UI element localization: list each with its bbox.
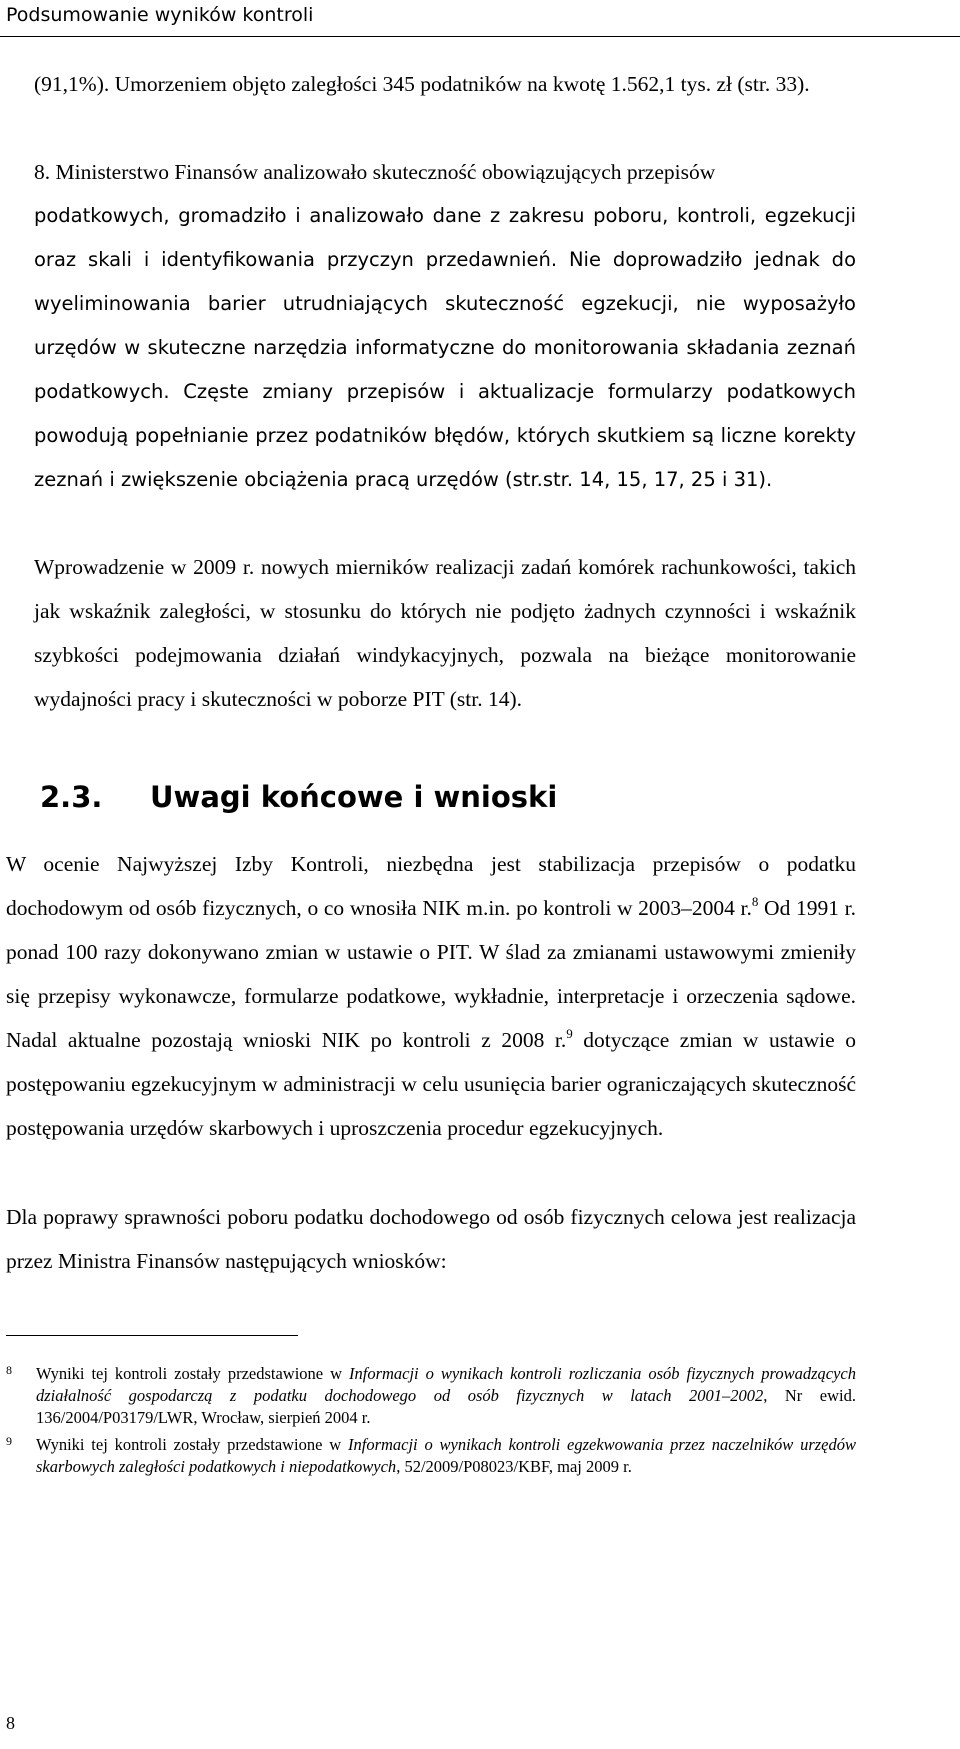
- footnote-9-tail: , 52/2009/P08023/KBF, maj 2009 r.: [396, 1457, 632, 1476]
- footnote-ref-8[interactable]: 8: [751, 894, 759, 909]
- recommendations-intro: Dla poprawy sprawności poboru podatku dochodowego od osób fizycznych celowa jest realizacja przez Ministra Finansów następujących wniosków:: [6, 1205, 856, 1273]
- page-number: 8: [6, 1713, 15, 1733]
- section-title: Uwagi końcowe i wnioski: [150, 780, 558, 814]
- footnote-8-text: [36, 1363, 856, 1429]
- footnote-8-title: Informacji o wynikach kontroli rozliczania osób fizycznych prowadzących działalność gospodarczą z podatku dochodowego od osób fizycznych w latach 2001–2002: [36, 1364, 857, 1405]
- paragraph-8-lead-text: 8. Ministerstwo Finansów analizowało skuteczność obowiązujących przepisów: [34, 160, 716, 184]
- header-divider: [0, 36, 960, 37]
- footnote-9-mark: 9: [6, 1434, 12, 1448]
- footnote-8-mark: 8: [6, 1363, 12, 1377]
- paragraph-8-lead: [34, 150, 856, 194]
- paragraph-8-body: podatkowych, gromadziło i analizowało dane z zakresu poboru, kontroli, egzekucji oraz skali i identyfikowania przyczyn przedawnień. Nie doprowadziło jednak do wyeliminowania barier utrudniających skuteczność egzekucji, nie wyposażyło urzędów w skuteczne narzędzia informatyczne do monitorowania składania zeznań podatkowych. Częste zmiany przepisów i aktualizacje formularzy podatkowych powodują popełnianie przez podatników błędów, których skutkiem są liczne korekty zeznań i zwiększenie obciążenia pracą urzędów (str.str. 14, 15, 17, 25 i 31).: [34, 204, 856, 491]
- conclusions-text-b: Od 1991 r. ponad 100 razy dokonywano zmian w ustawie o PIT. W ślad za zmianami ustawowymi zmieniły się przepisy wykonawcze, formularze podatkowe, wykładnie, interpretacje i orzeczenia sądowe. Nadal aktualne pozostają wnioski NIK po kontroli z 2008 r.: [6, 896, 856, 1052]
- paragraph-91-percent: (91,1%). Umorzeniem objęto zaległości 345 podatników na kwotę 1.562,1 tys. zł (str. 33).: [34, 72, 810, 96]
- footnote-8: [6, 1363, 856, 1429]
- footnote-9-lead: Wyniki tej kontroli zostały przedstawione w: [36, 1435, 348, 1454]
- section-heading: [40, 780, 557, 814]
- section-number: 2.3.: [40, 780, 103, 814]
- conclusions-text-c: dotyczące zmian w ustawie o postępowaniu egzekucyjnym w administracji w celu usunięcia barier ograniczających skuteczność postępowania urzędów skarbowych i uproszczenia procedur egzekucyjnych.: [6, 1028, 856, 1140]
- conclusions-paragraph: [6, 842, 856, 1150]
- footnote-9-title: Informacji o wynikach kontroli egzekwowania przez naczelników urzędów skarbowych zaległości podatkowych i niepodatkowych: [36, 1435, 856, 1476]
- footnote-8-lead: Wyniki tej kontroli zostały przedstawione w: [36, 1364, 349, 1383]
- paragraph-measures: Wprowadzenie w 2009 r. nowych mierników realizacji zadań komórek rachunkowości, takich jak wskaźnik zaległości, w stosunku do których nie podjęto żadnych czynności i wskaźnik szybkości podejmowania działań windykacyjnych, pozwala na bieżące monitorowanie wydajności pracy i skuteczności w poborze PIT (str. 14).: [34, 555, 856, 711]
- conclusions-text-a: W ocenie Najwyższej Izby Kontroli, niezbędna jest stabilizacja przepisów o podatku dochodowym od osób fizycznych, o co wnosiła NIK m.in. po kontroli w 2003–2004 r.: [6, 852, 856, 920]
- footnote-9-text: [36, 1434, 856, 1478]
- footnote-ref-9[interactable]: 9: [566, 1026, 573, 1041]
- footnote-8-tail: , Nr ewid. 136/2004/P03179/LWR, Wrocław, sierpień 2004 r.: [36, 1386, 856, 1427]
- running-header: Podsumowanie wyników kontroli: [6, 4, 314, 26]
- footnote-9: [6, 1434, 856, 1478]
- footnote-divider: [6, 1335, 298, 1336]
